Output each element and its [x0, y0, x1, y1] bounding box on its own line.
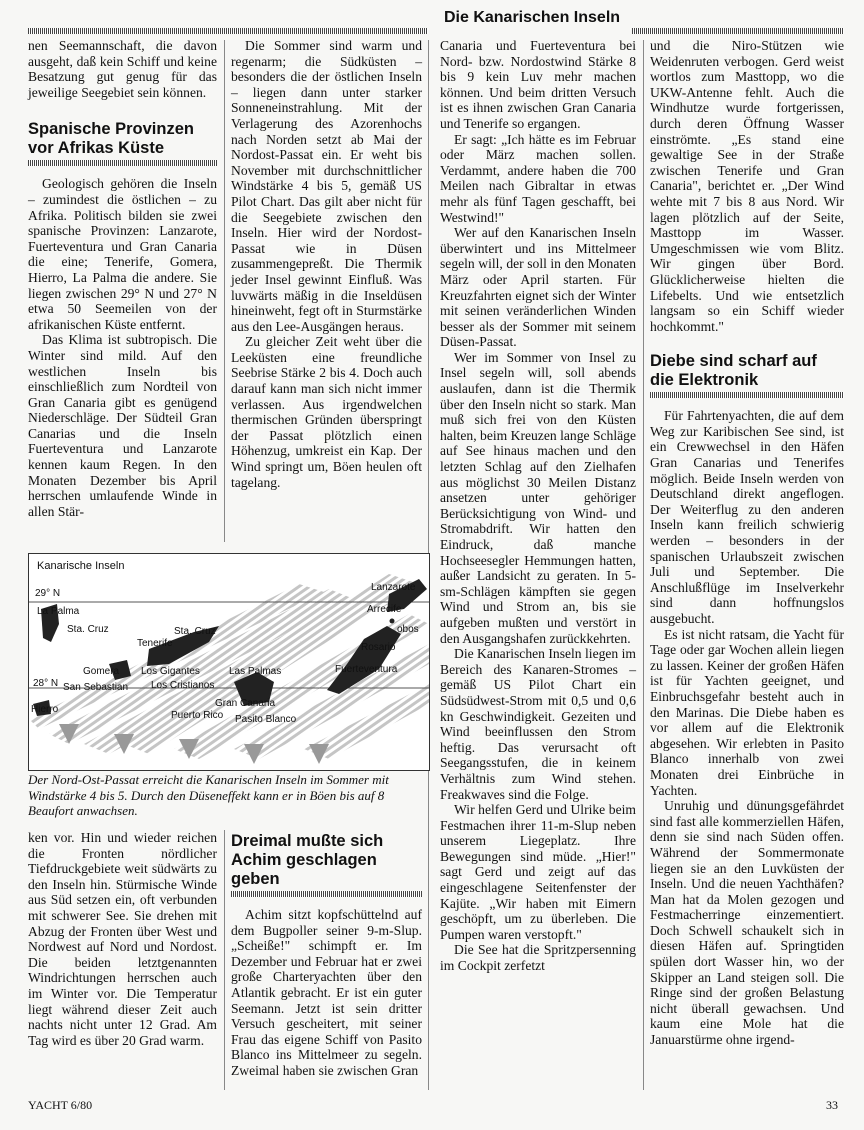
running-title: Die Kanarischen Inseln	[443, 9, 621, 26]
paragraph: ken vor. Hin und wieder reichen die Fronten nördlicher Tiefdruckgebiete weit südwärts zu den Inseln hin. Stürmische Winde aus Süd setzen ein, oft verbunden mit schwerer See. Sie drehen mit Abzug der Fronten über West und Nordwest auf Nord und Nordost. Die beiden letztgenannten Windrichtungen herrschen auch im Winter vor. Die Temperatur liegt während dieser Zeit auch nachts nicht unter 12 Grad. Am Tag wird es über 20 Grad warm.	[28, 830, 217, 1048]
paragraph: nen Seemannschaft, die davon ausgeht, daß kein Schiff und keine Besatzung gut genug für das jeweilige Seegebiet sein können.	[28, 38, 217, 100]
heading-rule	[231, 891, 422, 897]
wind-map	[28, 553, 430, 771]
paragraph: Die Sommer sind warm und regenarm; die Südküsten – besonders die der östlichen Inseln – liegen dann unter starker Sonneneinstrahlung. Mit der Verlagerung des Azorenhochs nach Norden setzt ab Mai der Nordost-Passat ein. Er weht bis November mit durchschnittlicher Windstärke 4 bis 5, gemäß US Pilot Chart. Das gilt aber nicht für die Seegebiete zwischen den Inseln. Hier wird der Nordost-Passat wie in Düsen zusammengepreßt. Die Thermik jeder Insel gewinnt Einfluß. Was luvwärts mäßig in die Inseldüsen hineinweht, fegt oft in Sturmstärke aus den Lee-Ausgängen heraus.	[231, 38, 422, 334]
section-heading: Dreimal mußte sich Achim geschlagen geben	[231, 832, 384, 888]
header-rule-right	[632, 28, 844, 34]
place-label: San Sebastian	[63, 682, 129, 693]
place-label: Tenerife	[137, 638, 173, 649]
place-label: La Palma	[37, 606, 80, 617]
paragraph: Geologisch gehören die Inseln – zumindest die östlichen – zu Afrika. Politisch bilden sie zwei spanische Provinzen: Lanzarote, Fuerteventura und Gran Canaria die eine; Tenerife, Gomera, Hierro, La Palma die andere. Sie liegen zwischen 29° N und 27° N etwa 50 Seemeilen von der afrikanischen Küste entfernt.	[28, 176, 217, 332]
column-3	[440, 38, 636, 974]
paragraph: Achim sitzt kopfschüttelnd auf dem Bugpoller seiner 9-m-Slup. „Scheiße!" schimpft er. Im Dezember und Februar hat er zwei große Charteryachten über den Atlantik gebracht. Er ist ein guter Seemann. Jetzt ist sein dritter Versuch gescheitert, mit seiner Frau das eigene Schiff von Pasito Blanco ins Mittelmeer zu segeln. Zweimal haben sie zwischen Gran	[231, 907, 422, 1078]
place-label: obos	[397, 624, 419, 635]
column-rule	[643, 40, 644, 1090]
place-label: Fuerteventura	[335, 664, 398, 675]
place-label: Hierro	[31, 704, 59, 715]
column-1	[28, 38, 217, 519]
paragraph: und die Niro-Stützen wie Weidenruten verbogen. Gerd weist wortlos zum Masttopp, wo die UKW-Antenne fehlt. Auch die Windhutze wurde fortgerissen, durch deren Öffnung Wasser einströmte. „Es stand eine gewaltige See in der Straße zwischen Tenerife und Gran Canaria", berichtet er. „Der Wind wehte mit 7 bis 8 aus Nord. Wir lagen plötzlich auf der Seite, Masttopp im Wasser. Umgeschmissen wie vom Blitz. Wir gingen über Bord. Glücklicherweise hielten die Lifebelts. Und wie entsetzlich langsam so ein Schiff wieder hochkommt."	[650, 38, 844, 334]
place-label: Los Gigantes	[141, 666, 200, 677]
paragraph: Das Klima ist subtropisch. Die Winter sind mild. Auf den westlichen Inseln bis einschließlich zum Nordteil von Gran Canaria gibt es genügend Niederschläge. Der Südteil Gran Canarias und die Inseln Fuerteventura und Lanzarote kennen kaum Regen. In den Monaten Dezember bis April herrschen umlaufende Winde in allen Stär-	[28, 332, 217, 519]
paragraph: Unruhig und dünungsgefährdet sind fast alle kommerziellen Häfen, denn sie sind nach Süden offen. Während der Sommermonate liegen sie an den Luvküsten der Inseln. Und die neuen Yachthäfen? Man hat da Molen gezogen und Festmacherringe einzementiert. Doch Schwell schaukelt sich in diesen Häfen auf. Springtiden spülen dort Wasser hin, wo der Skipper an Land steigen soll. Die Ringe sind der großen Belastung nicht überall gewachsen. Und kaum eine Mole hat die Januarstürme ohne irgend-	[650, 798, 844, 1048]
place-label: Los Cristianos	[151, 680, 215, 691]
latitude-label: 29° N	[35, 588, 61, 599]
place-label: Las Palmas	[229, 666, 282, 677]
footer-magazine: YACHT 6/80	[28, 1098, 93, 1112]
place-label: Sta. Cruz	[174, 626, 216, 637]
place-label: Sta. Cruz	[67, 624, 109, 635]
paragraph: Zu gleicher Zeit weht über die Leeküsten eine freundliche Seebrise Stärke 2 bis 4. Doch auch darauf kann man sich nicht immer verlassen. Aus irgendwelchen thermischen Gründen überspringt der Passat plötzlich einen Höhenzug, umkreist ein Kap. Der Wind springt um, Böen heulen oft tagelang.	[231, 334, 422, 490]
page-number: 33	[826, 1098, 838, 1112]
section-heading: Spanische Provinzen vor Afrikas Küste	[28, 120, 194, 158]
paragraph: Wer auf den Kanarischen Inseln überwintert und ins Mittelmeer segeln will, der soll in den Monaten März oder April starten. Für Kreuzfahrten eignet sich der Winter mit seinen veränderlichen Winden besser als der Sommer mit seinem Düsen-Passat.	[440, 225, 636, 350]
latitude-label: 28° N	[33, 678, 59, 689]
paragraph: Wir helfen Gerd und Ulrike beim Festmachen ihrer 11-m-Slup neben unserem Liegeplatz. Ihre Bewegungen sind müde. „Hier!" sagt Gerd und zeigt auf das eingeschlagene Seitenfenster der Kajüte. „Wir haben mit Eimern geschöpft, um zu überleben. Die Pumpen waren verstopft."	[440, 802, 636, 942]
place-label: Rosario	[361, 642, 396, 653]
map-title: Kanarische Inseln	[37, 560, 125, 572]
column-2-bottom	[231, 832, 422, 1079]
section-heading: Diebe sind scharf auf die Elektronik	[650, 352, 817, 390]
place-label: Pasito Blanco	[235, 714, 297, 725]
paragraph: Wer im Sommer von Insel zu Insel segeln will, soll abends auslaufen, dann ist die Thermik über den Inseln nicht so stark. Man muß sich frei von den Küsten halten, beim Kreuzen lange Schläge auf See hinaus machen und den letzten Schlag auf den Zielhafen aus möglichst 30 Meilen Distanz ansetzen unter gehöriger Berücksichtigung von Wind- und Stromabdrift. Wir hatten den Eindruck, daß manche Hochseesegler Hemmungen hatten, außer Landsicht zu geraten. In 5-sm-Schlägen kämpften sie gegen Wind und Strom an, bis sie aufgeben mußten und verstört in den Ausgangshafen zurückkehrten.	[440, 349, 636, 646]
paragraph: Canaria und Fuerteventura bei Nord- bzw. Nordostwind Stärke 8 bis 9 kein Luv mehr machen können. Und beim dritten Versuch ist es ihnen zwischen Gran Canaria und Tenerife so ergangen.	[440, 38, 636, 131]
paragraph: Die Kanarischen Inseln liegen im Bereich des Kanaren-Stromes – gemäß US Pilot Chart ein Südsüdwest-Strom mit 0,5 und 0,6 kn Geschwindigkeit. Gezeiten und Wind beeinflussen den Strom heftig. Das verursacht oft Seegangsstufen, die in keinem Verhältnis zum Wind stehen. Freakwaves sind die Folge.	[440, 646, 636, 802]
place-label: Arrecife	[367, 604, 402, 615]
map-caption: Der Nord-Ost-Passat erreicht die Kanarischen Inseln im Sommer mit Windstärke 4 bis 5. Durch den Düseneffekt kann er in Böen bis auf 8 Beaufort anwachsen.	[28, 772, 389, 818]
column-rule	[224, 40, 225, 542]
heading-rule	[28, 160, 217, 166]
place-label: Gomera	[83, 666, 120, 677]
place-label: Lanzarote	[371, 582, 416, 593]
heading-rule	[650, 392, 844, 398]
paragraph: Die See hat die Spritzpersenning im Cockpit zerfetzt	[440, 942, 636, 974]
column-rule	[224, 830, 225, 1090]
place-label: Gran Canaria	[215, 698, 276, 709]
column-4	[650, 38, 844, 1048]
header-rule-left	[28, 28, 428, 34]
paragraph: Es ist nicht ratsam, die Yacht für Tage oder gar Wochen allein liegen zu lassen. Keiner der großen Häfen ist für Yachten geeignet, und Einbruchsgefahr besteht auch in den Marinas. Die Diebe haben es vor allem auf die Elektronik abgesehen. Wir erlebten in Pasito Blanco innerhalb von zwei Monaten drei Einbrüche in Yachten.	[650, 626, 844, 798]
paragraph: Er sagt: „Ich hätte es im Februar oder März machen sollen. Verdammt, andere haben die 700 Meilen nach Gibraltar in etwas mehr als fünf Tagen geschafft, bei Westwind!"	[440, 131, 636, 225]
column-2	[231, 38, 422, 490]
paragraph: Für Fahrtenyachten, die auf dem Weg zur Karibischen See sind, ist ein Crewwechsel in den Häfen Gran Canarias und Tenerifes möglich. Beide Inseln werden von Deutschland direkt angeflogen. Der Weiterflug zu den anderen Inseln kann freilich schwierig werden – besonders in der spanischen Urlaubszeit zwischen Juli und September. Die Anschlußflüge im Inselverkehr sind dann hoffnungslos ausgebucht.	[650, 408, 844, 626]
map-graphic	[29, 554, 429, 770]
column-1-bottom	[28, 830, 217, 1048]
place-label: Puerto Rico	[171, 710, 224, 721]
